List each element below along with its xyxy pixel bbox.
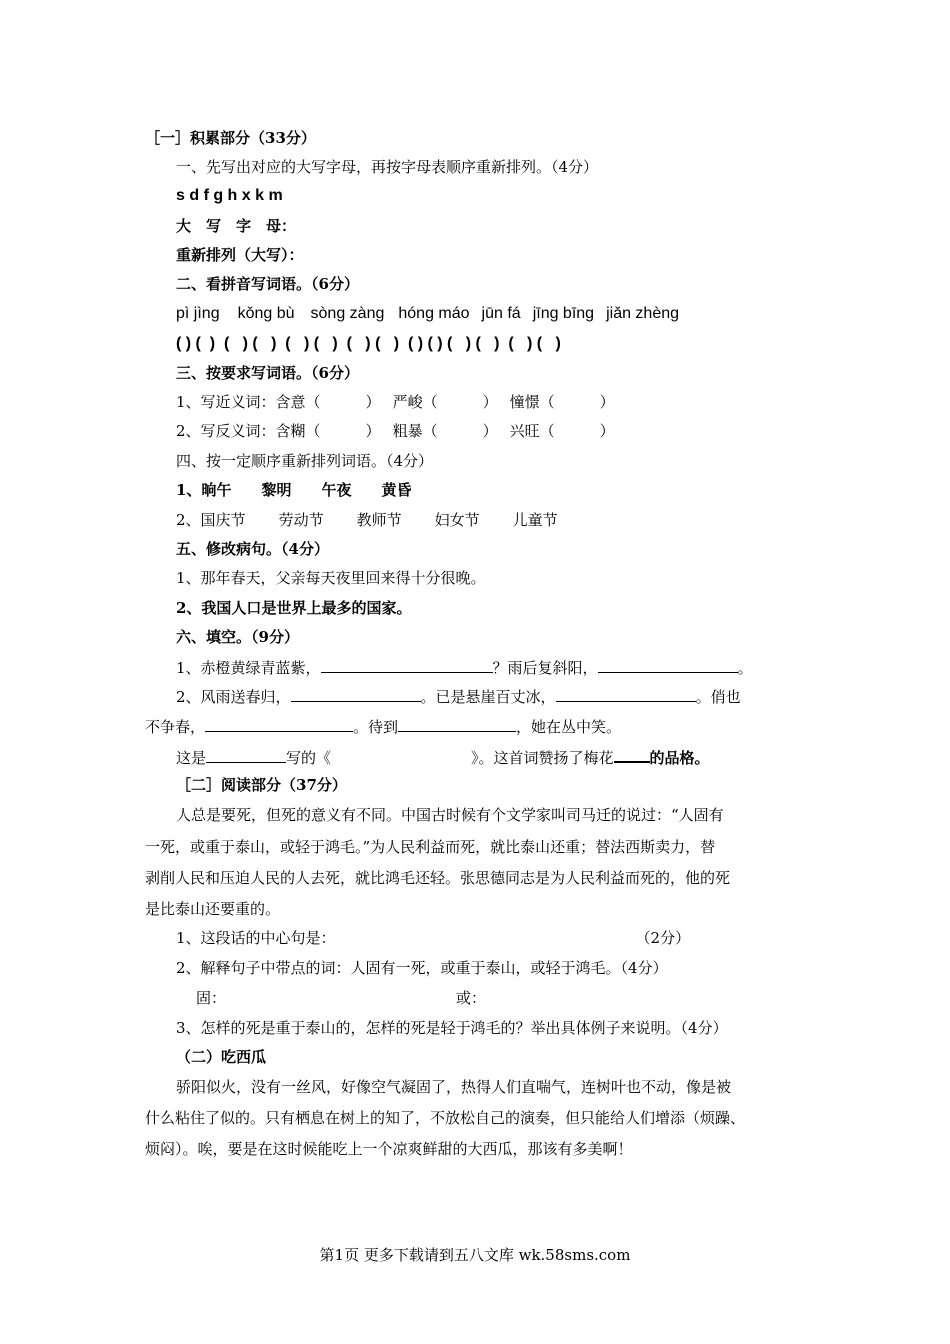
q6-text: ，她在丛中笑。 (516, 718, 622, 736)
passage-line: 剥削人民和压迫人民的人去死，就比鸿毛还轻。张思德同志是为人民利益而死的，他的死 (145, 869, 731, 887)
fill-blank[interactable] (598, 657, 738, 673)
passage-line: 骄阳似火，没有一丝风，好像空气凝固了，热得人们直喘气，连树叶也不动，像是被 (176, 1078, 732, 1096)
q6-text: ？雨后复斜阳， (492, 659, 598, 677)
q6-line-1 (176, 657, 753, 678)
fill-blank[interactable] (206, 747, 286, 763)
q6-title: 六、填空。（9分） (176, 628, 299, 646)
q4-word: 黄昏 (381, 481, 412, 499)
q4-row-2 (176, 510, 558, 530)
q6-text: 不争春， (145, 718, 206, 736)
fill-blank[interactable] (398, 716, 516, 732)
fill-blank[interactable] (321, 657, 493, 673)
page-footer: 第1页 更多下载请到五八文库 wk.58sms.com (319, 1246, 631, 1264)
q4-word: 午夜 (321, 481, 352, 499)
q2-answer-brackets: ( ) ( ) ( ) ( ) ( ) ( ) ( ) ( ) ( ) ( ) ( ) ( ) ( ) ( ) (176, 335, 561, 352)
q6-text: 的品格。 (649, 749, 710, 767)
pinyin-item: sòng zàng (310, 305, 385, 322)
q4-row-label: 2、 (176, 511, 201, 529)
q4-word: 晌午 (201, 481, 232, 499)
reading-q1-score: （2分） (635, 929, 691, 947)
reading-q2: 2、解释句子中带点的词：人固有一死，或重于泰山，或轻于鸿毛。（4分） (176, 959, 668, 977)
q1-reorder-label: 重新排列（大写）： (176, 246, 304, 264)
fill-blank[interactable] (291, 686, 421, 702)
pinyin-item: jiǎn zhèng (606, 305, 680, 322)
pinyin-item: jūn fá (481, 305, 521, 322)
reading-q1-label: 1、这段话的中心句是： (176, 929, 336, 947)
q3-item: 严峻（ ） (392, 393, 498, 411)
q3-item: 兴旺（ ） (509, 422, 615, 440)
q5-sentence-2: 2、我国人口是世界上最多的国家。 (176, 599, 412, 617)
q1-title: 一、先写出对应的大写字母，再按字母表顺序重新排列。（4分） (176, 158, 599, 176)
q3-item: 含糊（ ） (275, 422, 381, 440)
fill-blank[interactable] (556, 686, 696, 702)
part-2-title: （二）吃西瓜 (176, 1048, 267, 1066)
pinyin-item: kǒng bù (237, 305, 295, 322)
q3-item: 粗暴（ ） (392, 422, 498, 440)
pinyin-item: pì jìng (176, 305, 220, 322)
passage-line: 一死，或重于泰山，或轻于鸿毛。”为人民利益而死，就比泰山还重；替法西斯卖力，替 (145, 838, 716, 856)
q3-row-label: 1、写近义词： (176, 393, 276, 411)
q4-word: 国庆节 (200, 511, 246, 529)
q4-word: 劳动节 (278, 511, 324, 529)
q4-word: 黎明 (261, 481, 292, 499)
q6-line-2 (176, 686, 741, 707)
section-2-title: ［二］阅读部分（37分） (176, 776, 347, 794)
q3-row-synonyms (176, 392, 615, 412)
q6-text: 。 (737, 659, 753, 677)
q6-text: 这是 (176, 749, 207, 767)
q3-row-antonyms (176, 421, 615, 441)
q6-text: 》。这首词赞扬了梅花 (471, 749, 614, 767)
q6-text: 2、风雨送春归， (176, 688, 291, 706)
q3-title: 三、按要求写词语。（6分） (176, 364, 359, 382)
section-1-title: ［一］积累部分（33分） (145, 129, 316, 147)
q4-row-1 (176, 480, 412, 500)
q6-line-3 (145, 716, 621, 737)
q3-item: 憧憬（ ） (509, 393, 615, 411)
q6-text: 。俏也 (695, 688, 741, 706)
q5-sentence-1: 1、那年春天，父亲每天夜里回来得十分很晚。 (176, 569, 486, 587)
reading-q3: 3、怎样的死是重于泰山的，怎样的死是轻于鸿毛的？举出具体例子来说明。（4分） (176, 1019, 728, 1037)
reading-q2-huo: 或： (456, 989, 487, 1007)
passage-line: 什么粘住了似的。只有栖息在树上的知了，不放松自己的演奏，但只能给人们增添（烦躁、 (145, 1109, 746, 1127)
q6-text: 1、赤橙黄绿青蓝紫， (176, 659, 321, 677)
passage-line: 人总是要死，但死的意义有不同。中国古时候有个文学家叫司马迁的说过：“人固有 (176, 806, 724, 824)
q3-row-label: 2、写反义词： (176, 422, 276, 440)
fill-blank[interactable] (205, 716, 353, 732)
reading-q2-gu: 固： (196, 989, 227, 1007)
pinyin-item: hóng máo (398, 305, 470, 322)
q2-pinyin-row (176, 304, 679, 324)
q1-uppercase-label: 大 写 字 母： (176, 217, 297, 235)
q2-title: 二、看拼音写词语。（6分） (176, 275, 359, 293)
q5-title: 五、修改病句。（4分） (176, 540, 329, 558)
q6-line-4 (176, 746, 710, 768)
q1-letters: s d f g h x k m (176, 187, 283, 204)
reading-q2-answers (196, 988, 486, 1008)
q3-item: 含意（ ） (275, 393, 381, 411)
q4-row-label: 1、 (176, 481, 202, 499)
passage-line: 烦闷）。唉，要是在这时候能吃上一个凉爽鲜甜的大西瓜，那该有多美啊！ (145, 1140, 633, 1158)
q6-text: 。待到 (353, 718, 399, 736)
fill-blank[interactable] (614, 746, 650, 763)
q6-text: 。已是悬崖百丈冰， (420, 688, 556, 706)
q4-word: 妇女节 (434, 511, 480, 529)
q4-word: 教师节 (356, 511, 402, 529)
q6-text: 写的《 (286, 749, 332, 767)
reading-q1 (176, 928, 690, 948)
pinyin-item: jīng bīng (532, 305, 595, 322)
passage-line: 是比泰山还要重的。 (145, 900, 281, 918)
q4-word: 儿童节 (512, 511, 558, 529)
q4-title: 四、按一定顺序重新排列词语。（4分） (176, 452, 434, 470)
